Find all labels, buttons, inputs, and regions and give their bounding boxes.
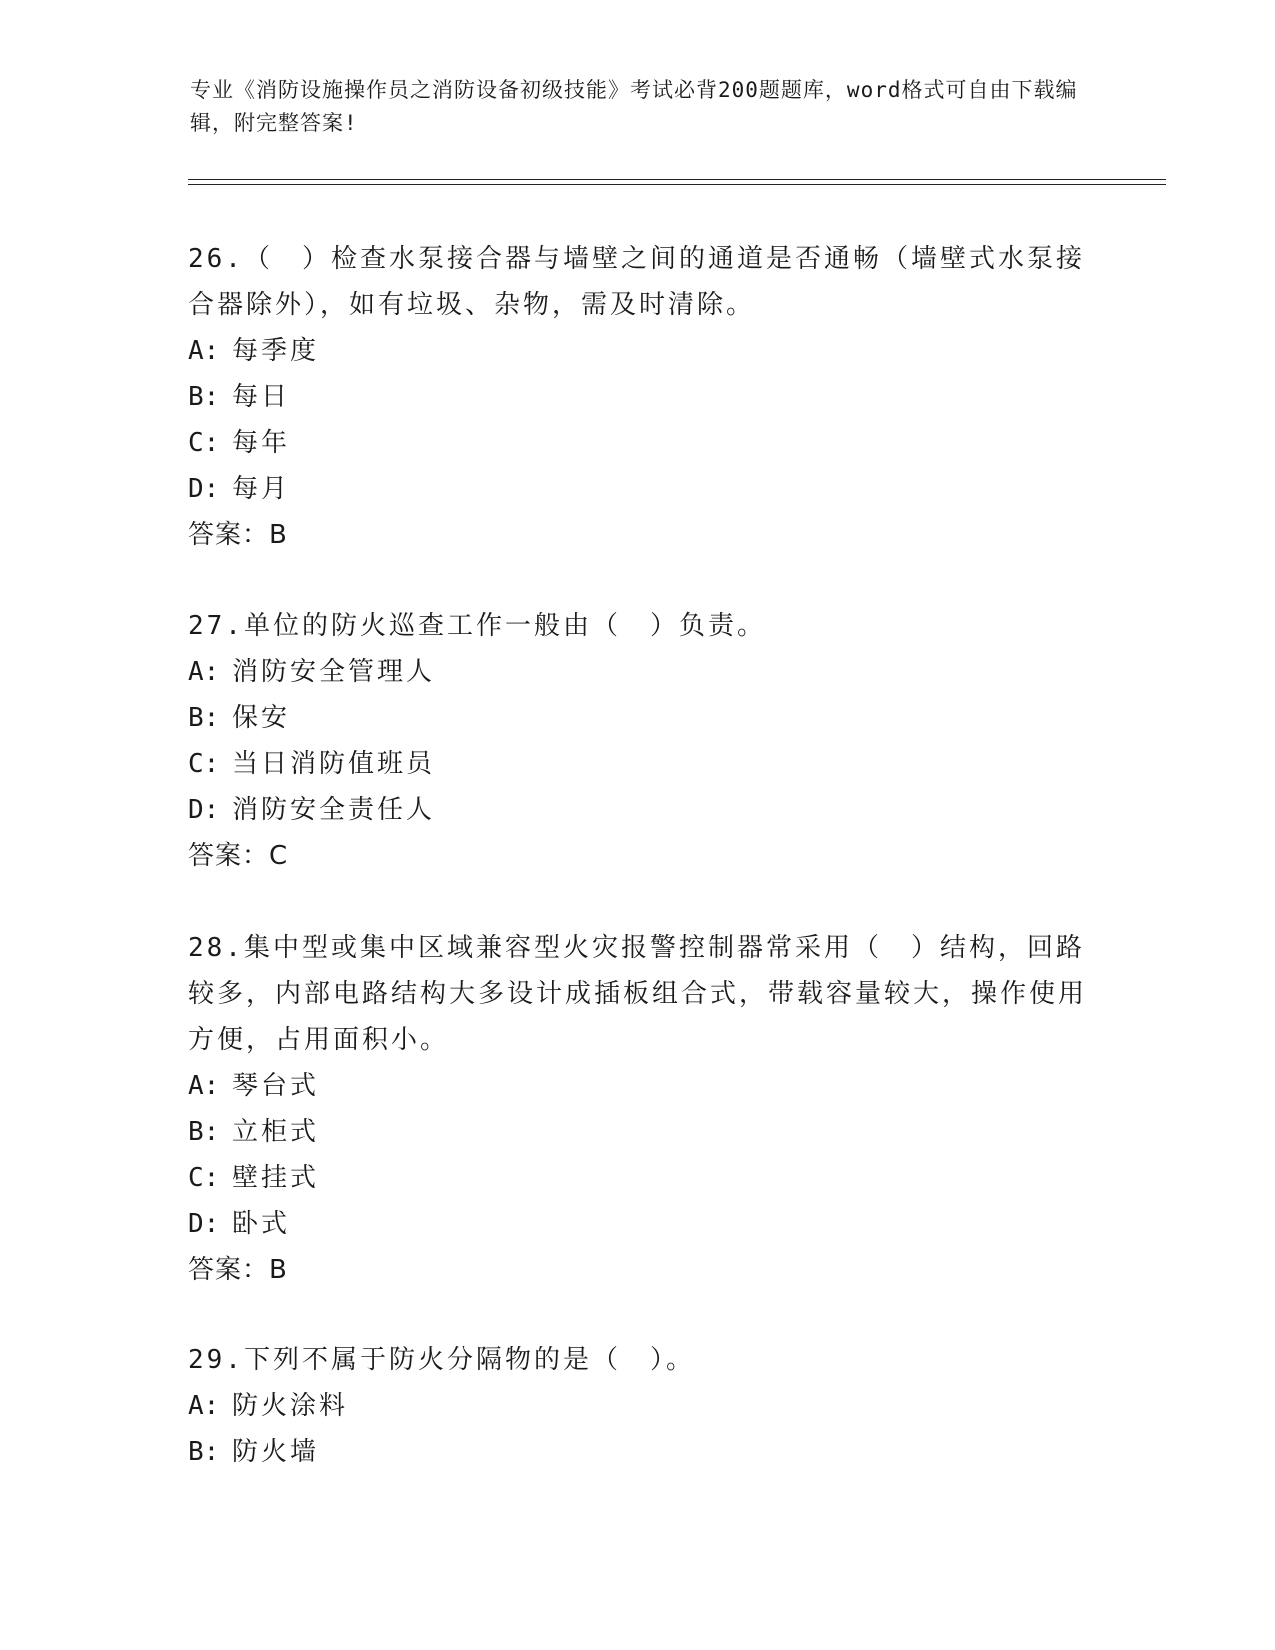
option-letter: D: [188,795,220,825]
option-text: 立柜式 [232,1117,320,1147]
option-c [188,420,1088,466]
option-text: 每年 [232,428,291,458]
option-text: 当日消防值班员 [232,749,436,779]
option-a [188,1063,1088,1109]
option-d [188,1201,1088,1247]
question-stem: 26.（ ）检查水泵接合器与墙壁之间的通道是否通畅（墙壁式水泵接合器除外），如有垃圾、杂物，需及时清除。 [188,244,1085,320]
option-d [188,787,1088,833]
option-letter: A: [188,336,220,366]
option-a [188,1383,1088,1429]
question-28 [188,925,1088,1293]
option-b [188,1109,1088,1155]
option-letter: B: [188,1437,220,1467]
option-letter: B: [188,382,220,412]
option-text: 消防安全管理人 [232,657,436,687]
option-text: 每季度 [232,336,320,366]
header-divider-bottom [188,184,1166,185]
question-stem: 29.下列不属于防火分隔物的是（ ）。 [188,1345,695,1375]
option-text: 壁挂式 [232,1163,320,1193]
option-text: 卧式 [232,1209,291,1239]
option-letter: A: [188,1391,220,1421]
option-a [188,649,1088,695]
option-text: 每月 [232,474,291,504]
option-letter: D: [188,474,220,504]
option-a [188,328,1088,374]
answer-line: 答案：B [188,520,288,550]
option-text: 保安 [232,703,291,733]
option-letter: A: [188,1071,220,1101]
answer-line: 答案：B [188,1255,288,1285]
answer-line: 答案：C [188,841,289,871]
option-letter: C: [188,428,220,458]
option-c [188,741,1088,787]
option-text: 防火涂料 [232,1391,349,1421]
option-letter: D: [188,1209,220,1239]
header-divider-top [188,179,1166,180]
option-letter: B: [188,703,220,733]
option-d [188,466,1088,512]
question-29 [188,1337,1088,1475]
option-b [188,1429,1088,1475]
option-letter: C: [188,1163,220,1193]
option-text: 琴台式 [232,1071,320,1101]
option-b [188,374,1088,420]
option-text: 防火墙 [232,1437,320,1467]
option-letter: A: [188,657,220,687]
option-b [188,695,1088,741]
option-text: 每日 [232,382,291,412]
option-letter: C: [188,749,220,779]
option-letter: B: [188,1117,220,1147]
document-intro: 专业《消防设施操作员之消防设备初级技能》考试必背200题题库，word格式可自由下载编辑，附完整答案! [190,78,1078,135]
option-text: 消防安全责任人 [232,795,436,825]
question-26 [188,236,1088,558]
question-stem: 28.集中型或集中区域兼容型火灾报警控制器常采用（ ）结构，回路较多，内部电路结构大多设计成插板组合式，带载容量较大，操作使用方便，占用面积小。 [188,933,1088,1055]
option-c [188,1155,1088,1201]
question-27 [188,603,1088,879]
question-stem: 27.单位的防火巡查工作一般由（ ）负责。 [188,611,766,641]
